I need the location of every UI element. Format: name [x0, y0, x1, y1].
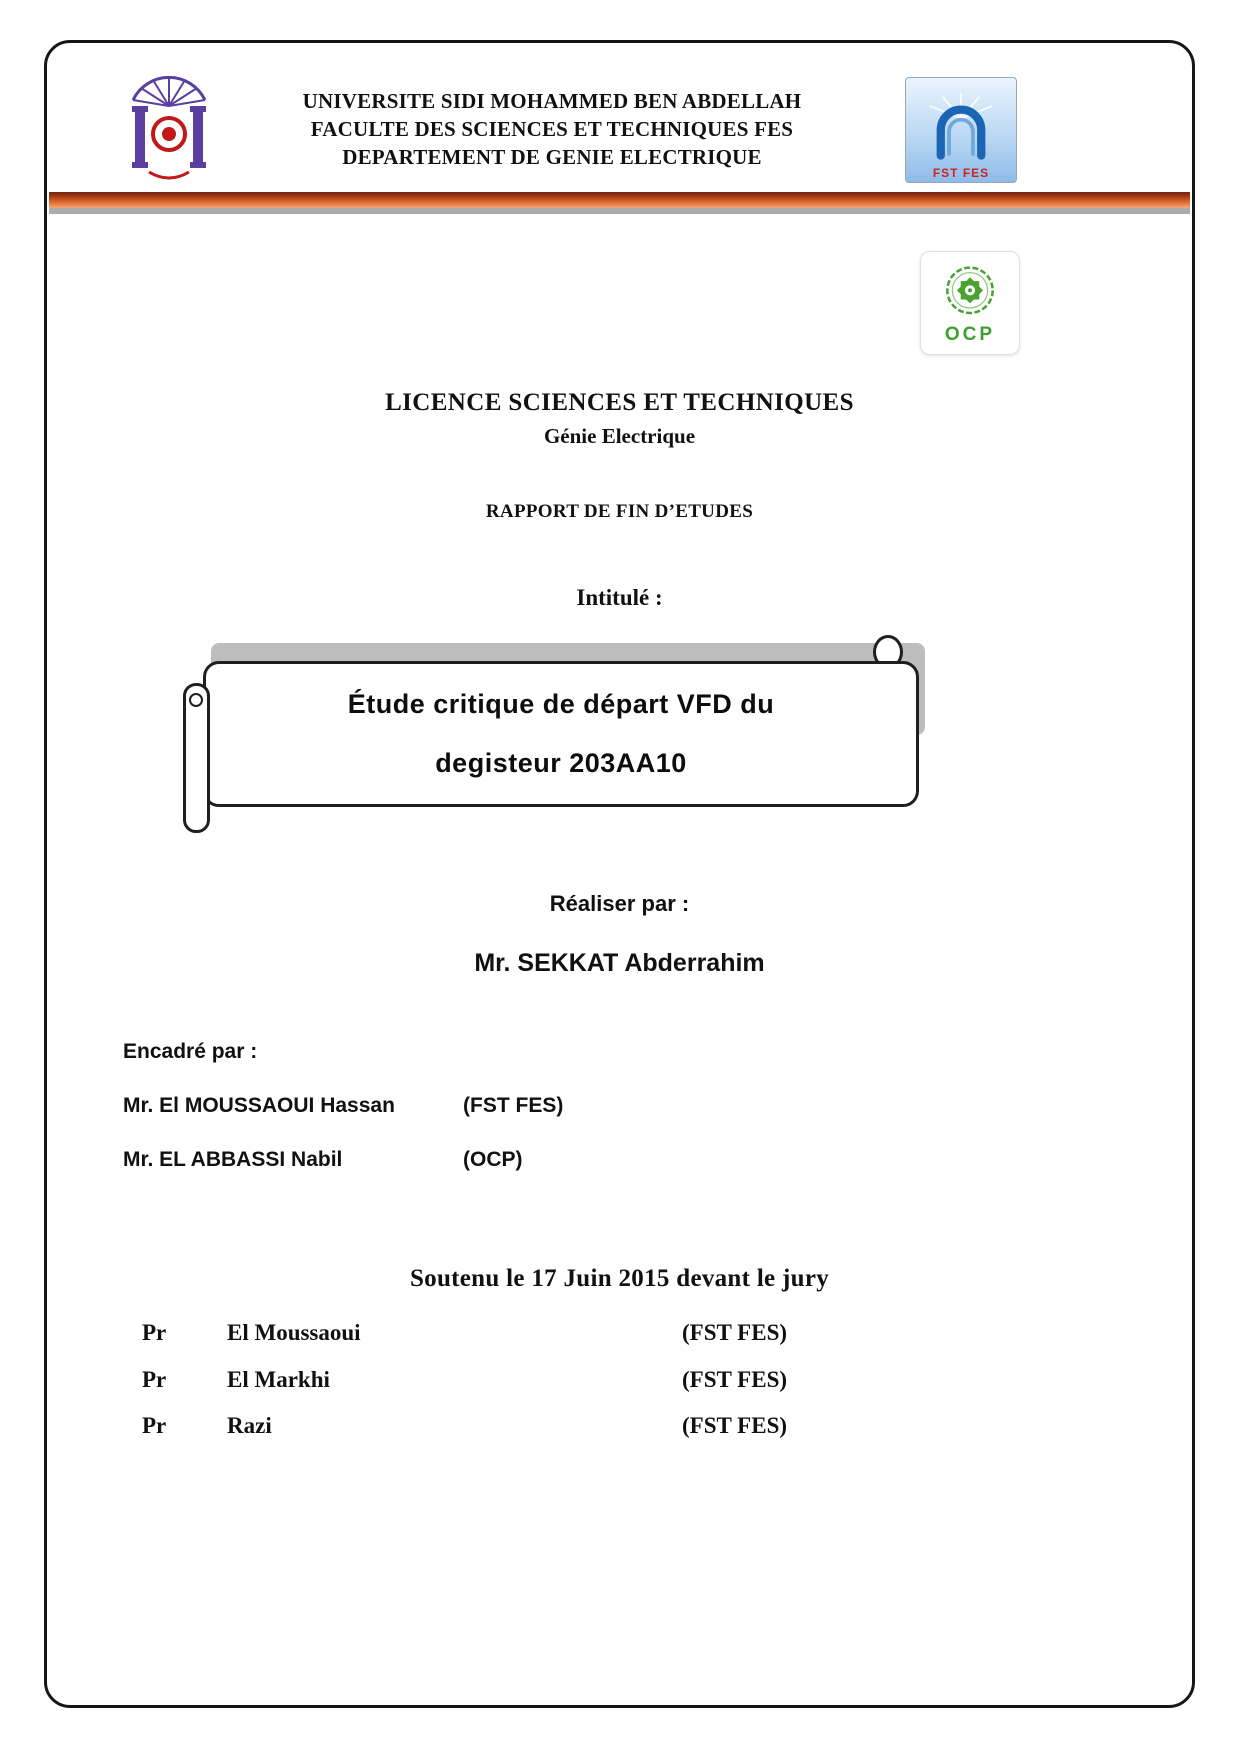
program-title: LICENCE SCIENCES ET TECHNIQUES: [385, 389, 854, 416]
ocp-wreath-emblem: [928, 261, 1012, 323]
fst-logo-caption: FST FES: [932, 166, 990, 180]
jury-member-title: Pr: [142, 1320, 167, 1345]
divider-bar: [49, 192, 1190, 208]
institution-header: [217, 87, 887, 171]
scroll-body: [203, 661, 919, 807]
jury-member-org: (FST FES): [682, 1320, 788, 1345]
page-border-frame: [44, 40, 1195, 1708]
university-emblem: [119, 71, 219, 185]
jury-member-name: El Moussaoui: [227, 1320, 361, 1345]
supervisor-row: [123, 1094, 563, 1118]
program-subtitle: Génie Electrique: [543, 424, 696, 448]
jury-member-name: El Markhi: [227, 1367, 330, 1392]
author-name: Mr. SEKKAT Abderrahim: [474, 949, 765, 977]
supervisor-name: Mr. El MOUSSAOUI Hassan: [123, 1094, 395, 1117]
report-title-line-1: Étude critique de départ VFD du: [347, 689, 775, 719]
ocp-logo-icon: [920, 251, 1020, 355]
intitule-label: Intitulé :: [576, 585, 663, 610]
jury-row: [47, 1367, 1192, 1393]
encadre-par-label: Encadré par :: [123, 1040, 258, 1063]
institution-line-1: UNIVERSITE SIDI MOHAMMED BEN ABDELLAH: [302, 89, 802, 113]
jury-row: [47, 1320, 1192, 1346]
title-scroll-banner: [177, 655, 919, 823]
fst-arch-emblem: [915, 91, 1007, 165]
jury-heading: Soutenu le 17 Juin 2015 devant le jury: [409, 1265, 830, 1292]
supervisor-row: [123, 1148, 523, 1172]
jury-row: [47, 1413, 1192, 1439]
scroll-spiral: [189, 693, 203, 707]
jury-member-title: Pr: [142, 1413, 167, 1438]
jury-member-org: (FST FES): [682, 1413, 788, 1438]
report-title-line-2: degisteur 203AA10: [435, 748, 687, 778]
report-type: RAPPORT DE FIN D’ETUDES: [485, 501, 754, 522]
supervisor-org: (OCP): [463, 1148, 523, 1171]
jury-member-title: Pr: [142, 1367, 167, 1392]
supervisor-name: Mr. EL ABBASSI Nabil: [123, 1148, 343, 1171]
supervisor-org: (FST FES): [463, 1094, 564, 1117]
jury-member-name: Razi: [227, 1413, 272, 1438]
jury-member-org: (FST FES): [682, 1367, 788, 1392]
ocp-logo-caption: OCP: [944, 323, 996, 345]
realise-par-label: Réaliser par :: [549, 891, 690, 916]
institution-line-3: DEPARTEMENT DE GENIE ELECTRIQUE: [342, 145, 762, 169]
fst-fes-logo-icon: [905, 77, 1017, 183]
institution-line-2: FACULTE DES SCIENCES ET TECHNIQUES FES: [310, 117, 794, 141]
university-logo-icon: [119, 71, 219, 185]
